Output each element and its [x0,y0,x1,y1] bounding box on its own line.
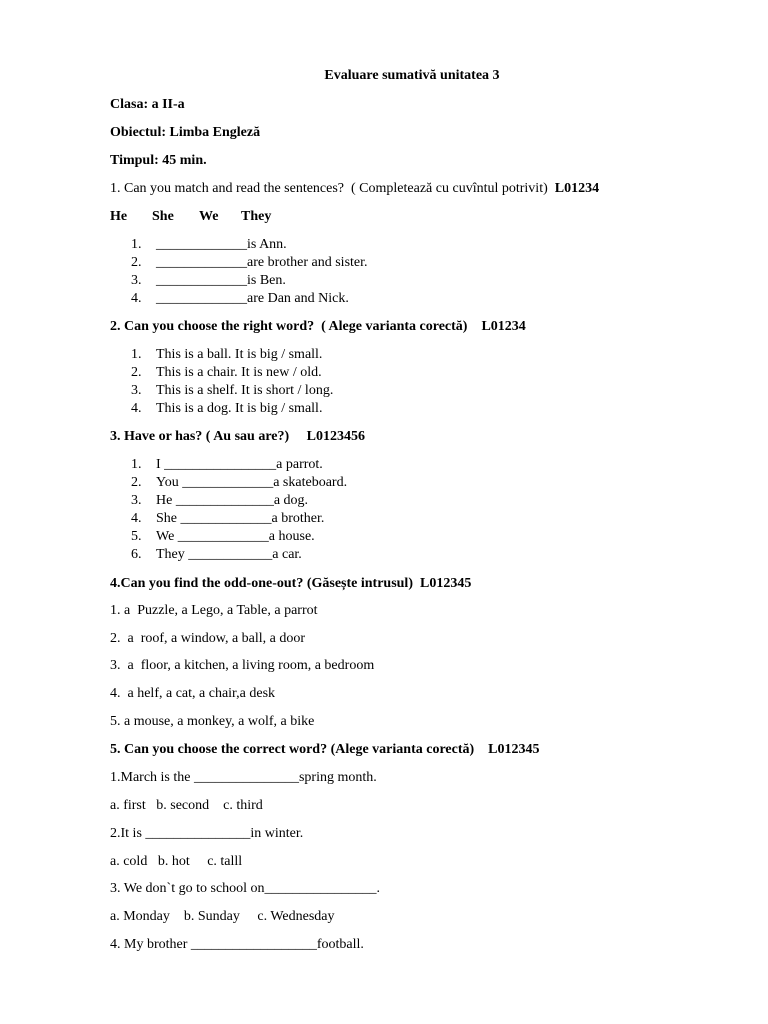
class-label: Clasa: a II-a [110,97,185,112]
ex2-item: This is a ball. It is big / small. [156,347,323,362]
ex1-item-number: 3. [131,273,142,288]
pronoun-we: We [199,209,219,224]
ex5-question: 1.March is the _______________spring month. [110,770,377,785]
ex3-item-number: 2. [131,475,142,490]
ex1-item-number: 4. [131,291,142,306]
ex1-item: _____________is Ben. [156,273,286,288]
time-label: Timpul: 45 min. [110,153,207,168]
ex3-item: They ____________a car. [156,547,302,562]
ex4-item: 1. a Puzzle, a Lego, a Table, a parrot [110,603,318,618]
ex3-item-number: 5. [131,529,142,544]
ex1-item-number: 1. [131,237,142,252]
exercise-1-code: L01234 [554,181,600,196]
ex3-item-number: 6. [131,547,142,562]
exercise-1-heading [110,181,599,197]
ex1-item: _____________is Ann. [156,237,287,252]
ex1-item: _____________are Dan and Nick. [156,291,349,306]
exercise-4-heading: 4.Can you find the odd-one-out? (Găsește intrusul) L012345 [110,576,472,591]
exercise-5-heading: 5. Can you choose the correct word? (Alege varianta corectă) L012345 [110,742,540,757]
ex3-item: We _____________a house. [156,529,315,544]
ex2-item: This is a chair. It is new / old. [156,365,322,380]
ex4-item: 5. a mouse, a monkey, a wolf, a bike [110,714,315,729]
subject-label: Obiectul: Limba Engleză [110,125,261,140]
ex3-item-number: 3. [131,493,142,508]
ex1-item-number: 2. [131,255,142,270]
ex4-item: 2. a roof, a window, a ball, a door [110,631,306,646]
ex4-item: 4. a helf, a cat, a chair,a desk [110,686,276,701]
ex5-question: 2.It is _______________in winter. [110,826,304,841]
ex3-item: He ______________a dog. [156,493,309,508]
page-title: Evaluare sumativă unitatea 3 [324,68,500,83]
ex5-question: 3. We don`t go to school on________________. [110,881,381,896]
ex5-options: a. first b. second c. third [110,798,263,813]
ex5-options: a. cold b. hot c. talll [110,854,243,869]
exercise-2-heading: 2. Can you choose the right word? ( Alege varianta corectă) L01234 [110,319,526,334]
ex2-item: This is a dog. It is big / small. [156,401,323,416]
ex3-item: I ________________a parrot. [156,457,323,472]
ex5-question: 4. My brother __________________football. [110,937,364,952]
pronoun-they: They [241,209,272,224]
exercise-1-heading-text: 1. Can you match and read the sentences? ( Completează cu cuvîntul potrivit) [110,181,548,196]
exercise-3-heading: 3. Have or has? ( Au sau are?) L0123456 [110,429,365,444]
ex3-item: She _____________a brother. [156,511,325,526]
ex3-item: You _____________a skateboard. [156,475,348,490]
pronoun-she: She [152,209,174,224]
ex2-item-number: 1. [131,347,142,362]
ex1-item: _____________are brother and sister. [156,255,368,270]
pronoun-he: He [110,209,128,224]
ex3-item-number: 4. [131,511,142,526]
ex4-item: 3. a floor, a kitchen, a living room, a bedroom [110,658,375,673]
ex2-item-number: 4. [131,401,142,416]
ex2-item-number: 3. [131,383,142,398]
ex2-item-number: 2. [131,365,142,380]
ex3-item-number: 1. [131,457,142,472]
ex2-item: This is a shelf. It is short / long. [156,383,334,398]
ex5-options: a. Monday b. Sunday c. Wednesday [110,909,335,924]
